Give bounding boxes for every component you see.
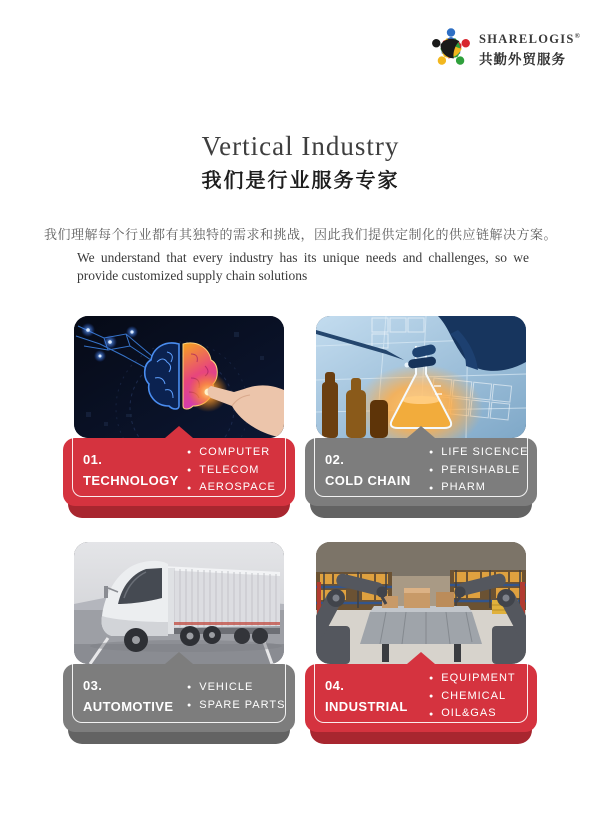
card-title: COLD CHAIN <box>325 472 411 488</box>
band-notch-shape <box>407 426 435 438</box>
industry-item <box>429 479 528 497</box>
industry-item-label: CHEMICAL <box>441 689 507 702</box>
robot-warehouse-photo <box>316 542 526 664</box>
industry-item-label: AEROSPACE <box>199 481 276 494</box>
bullet-icon: ● <box>429 693 435 700</box>
industry-cards-grid <box>63 316 537 732</box>
bullet-icon: ● <box>429 484 435 492</box>
card-number: 01. <box>83 452 103 468</box>
semi-truck-photo <box>74 542 284 664</box>
robot-warehouse-illustration <box>316 542 526 664</box>
industry-item <box>187 679 285 697</box>
brand-logo <box>428 25 580 71</box>
card-band <box>63 438 295 506</box>
industry-item-label: PHARM <box>441 481 486 494</box>
laboratory-flask-illustration <box>316 316 526 438</box>
section-title-zh: 我们是行业服务专家 <box>201 170 400 192</box>
card-label <box>325 450 429 490</box>
bullet-icon: ● <box>187 684 193 692</box>
card-items-list <box>429 670 516 723</box>
industry-item-label: EQUIPMENT <box>441 672 516 685</box>
ai-brain-hand-photo <box>74 316 284 438</box>
industry-item <box>429 444 528 462</box>
industry-item <box>429 688 516 706</box>
industry-item <box>187 697 285 715</box>
intro-paragraph-zh: 我们理解每个行业都有其独特的需求和挑战，因此我们提供定制化的供应链解决方案。 <box>43 227 557 242</box>
band-notch-shape <box>165 652 193 664</box>
band-notch-shape <box>165 426 193 438</box>
ai-brain-hand-illustration <box>74 316 284 438</box>
band-notch-shape <box>407 652 435 664</box>
band-content <box>63 664 295 732</box>
industry-item <box>429 705 516 723</box>
registered-mark: ® <box>574 32 580 40</box>
band-content <box>63 438 295 506</box>
card-band <box>305 438 537 506</box>
card-title: AUTOMOTIVE <box>83 698 174 714</box>
industry-item-label: SPARE PARTS <box>199 698 286 711</box>
industry-card-automotive <box>63 542 295 732</box>
brand-name <box>479 32 580 47</box>
industry-card-technology <box>63 316 295 506</box>
industry-item-label: VEHICLE <box>199 680 254 693</box>
card-items-list <box>187 679 285 714</box>
card-items-list <box>429 444 528 497</box>
card-label <box>325 676 429 716</box>
brand-text <box>479 32 580 71</box>
card-number: 02. <box>325 452 345 468</box>
industry-item-label: TELECOM <box>199 463 260 476</box>
card-band <box>305 664 537 732</box>
card-label <box>83 676 187 716</box>
bullet-icon: ● <box>429 675 435 683</box>
industry-item <box>187 444 276 462</box>
card-title: INDUSTRIAL <box>325 698 408 714</box>
industry-item-label: COMPUTER <box>199 446 271 459</box>
card-number: 03. <box>83 678 103 694</box>
bullet-icon: ● <box>187 467 193 474</box>
section-title-en: Vertical Industry <box>201 131 400 161</box>
card-items-list <box>187 444 276 497</box>
bullet-icon: ● <box>187 449 193 457</box>
bullet-icon: ● <box>187 701 193 709</box>
semi-truck-illustration <box>74 542 284 664</box>
band-content <box>305 438 537 506</box>
band-content <box>305 664 537 732</box>
brand-name-text: SHARELOGIS <box>479 32 575 47</box>
people-ring-logo-icon <box>428 25 474 71</box>
industry-item-label: LIFE SICENCE <box>441 446 529 459</box>
laboratory-flask-photo <box>316 316 526 438</box>
intro-paragraph-en: We understand that every industry has its unique needs and challenges, so we provide customized supply chain solutions <box>77 250 529 283</box>
brand-name-zh: 共勤外贸服务 <box>479 52 566 68</box>
bullet-icon: ● <box>429 467 435 474</box>
industry-item <box>429 462 528 480</box>
industry-card-industrial <box>305 542 537 732</box>
card-label <box>83 450 187 490</box>
industry-item-label: OIL&GAS <box>441 707 497 720</box>
bullet-icon: ● <box>429 710 435 718</box>
card-band <box>63 664 295 732</box>
industry-item <box>429 670 516 688</box>
bullet-icon: ● <box>429 449 435 457</box>
industry-card-cold-chain <box>305 316 537 506</box>
industry-item-label: PERISHABLE <box>441 463 521 476</box>
card-title: TECHNOLOGY <box>83 472 179 488</box>
industry-item <box>187 462 276 480</box>
industry-item <box>187 479 276 497</box>
card-number: 04. <box>325 678 345 694</box>
bullet-icon: ● <box>187 484 193 492</box>
